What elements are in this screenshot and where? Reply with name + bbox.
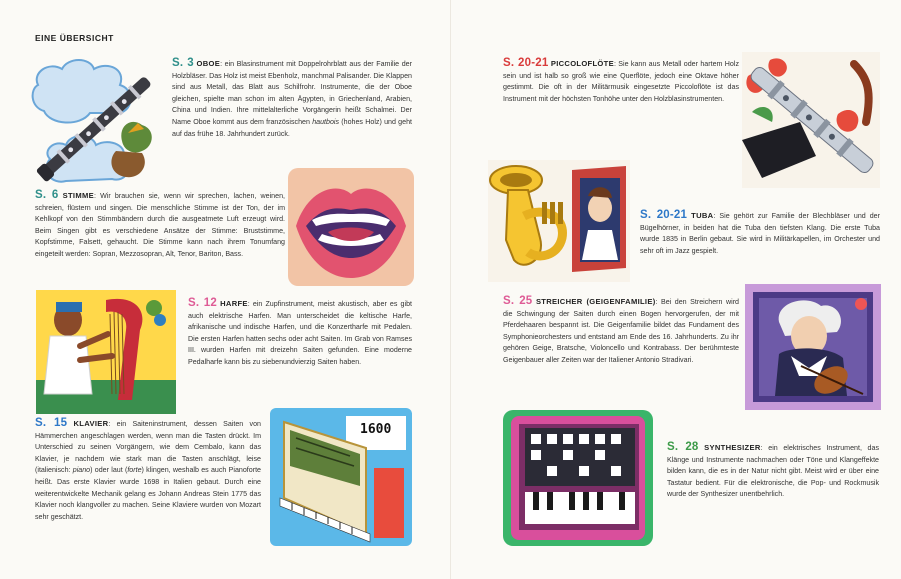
entry-harfe-text: : ein Zupfinstrument, meist akustisch, aber es gibt auch elektrische Harfen. Man unterscheidet die keltische Harfe, afrikanische und indische Harfen, und die Konzertharfe mit Pedalen. Die ersten Harfen hatten sechs oder acht Saiten. Im Grab von Ramses III. wurden Harfen mit dreizehn Saiten gefunden. Eine moderne Pedalharfe kann bis zu siebenundvierzig Saiten haben. [188, 300, 412, 366]
entry-klavier-name: KLAVIER [73, 419, 109, 428]
piano-year-label: 1600 [360, 422, 392, 437]
entry-stimme-name: STIMME [62, 191, 94, 200]
harp-illustration [36, 290, 176, 414]
entry-piccolo-page: S. 20-21 [503, 57, 549, 69]
entry-tuba-name: TUBA [691, 211, 714, 220]
entry-harfe [188, 298, 412, 369]
entry-synthesizer-name: SYNTHESIZER [704, 443, 761, 452]
entry-piccolo [503, 58, 739, 105]
page-heading: EINE ÜBERSICHT [35, 33, 114, 43]
entry-streicher [503, 296, 739, 367]
entry-oboe-text: : ein Blasinstrument mit Doppelrohrblatt aus der Familie der Holzbläser. Das Holz ist meist Ebenholz, manchmal Palisander. Die Klappen sind aus Metall, das Blatt aus Schilfrohr. Instrumente, die der Oboe gleichen, spielte man schon im alten Ägypten, in Griechenland, Arabien, China und Indien. Ihre mittelalterliche Vorgängerin heißt Schalmei. Der Name Oboe kommt aus dem französischen [172, 60, 412, 126]
entry-piccolo-name: PICCOLOFLÖTE [550, 59, 614, 68]
entry-klavier-term: piano [72, 466, 91, 475]
entry-oboe-name: OBOE [196, 59, 221, 68]
entry-stimme-text: : Wir brauchen sie, wenn wir sprechen, lachen, weinen, schreien, flüstern und singen. Die menschliche Stimme ist der Ton, der im Kehlkopf von den Stimmbändern durch die ausgeatmete Luft erzeugt wird. Beim Singen gibt es verschiedene Ansätze der Stimme: Bruststimme, Kopfstimme, Falsett, gehaucht. Die Stimme kann nach ihrem Tonumfang eingeteilt werden: Sopran, Mezzosopran, Alt, Tenor, Bariton, Bass. [35, 192, 285, 258]
page-gutter [450, 0, 451, 579]
entry-harfe-name: HARFE [220, 299, 248, 308]
entry-tuba [640, 210, 880, 257]
entry-oboe-term: hautbois [312, 117, 340, 126]
entry-stimme [35, 190, 285, 261]
entry-oboe-text2: (hohes Holz) und geht auf das frühe 18. Jahrhundert zurück. [172, 117, 412, 138]
entry-synthesizer-text: : ein elektrisches Instrument, das Klänge und Instrumente nachmachen oder Töne und Klangeffekte bilden kann, die es in der Natur nicht gibt. Meist wird er über eine Tastatur bedient. Für die elektronische, die Pop- und Rockmusik wurde der Synthesizer unentbehrlich. [667, 444, 879, 499]
piccolo-illustration [742, 52, 880, 188]
entry-klavier [35, 418, 261, 523]
synthesizer-illustration [503, 410, 653, 546]
entry-klavier-page: S. 15 [35, 417, 68, 429]
entry-stimme-page: S. 6 [35, 189, 59, 201]
entry-synthesizer [667, 442, 879, 501]
entry-streicher-text: : Bei den Streichern wird die Schwingung der Saiten durch einen Bogen hervorgerufen, der mit Pferdehaaren bespannt ist. Die Geigenfamilie bildet das Fundament des Symphonieorchesters und entstand am Ende des 16. Jahrhunderts. Zu ihr gehören Geige, Bratsche, Violoncello und Kontrabass. Der berühmteste Geigenbauer aller Zeiten war der Italiener Antonio Stradivari. [503, 298, 739, 364]
entry-piccolo-text: : Sie kann aus Metall oder hartem Holz sein und ist halb so groß wie eine Querflöte, jedoch eine Oktave höher gestimmt. Die oft in der Militärmusik eingesetzte Piccoloflöte ist das Instrument mit der höchsten Tonhöhe unter den Holzblasinstrumenten. [503, 60, 739, 103]
entry-klavier-term2: forte [127, 466, 142, 475]
entry-klavier-text: : ein Saiteninstrument, dessen Saiten von Hämmerchen angeschlagen werden, wenn man die Tasten drückt. Im Unterschied zu seinen Vorgängern, wie dem Cembalo, kann das Klavier, je nachdem wie stark man die Tasten anschlägt, leise (italienisch: [35, 420, 261, 475]
entry-oboe-page: S. 3 [172, 57, 194, 69]
entry-klavier-text3: ) klingen, weshalb es auch Pianoforte heißt. Das erste Klavier wurde 1698 in Italien gebaut. Durch eine weiterentwickelte Mechanik gelang es Johann Andreas Stein 1775 das Klavier noch klangvoller zu machen. Seine Klaviere wurden von Mozart sehr geschätzt. [35, 466, 261, 521]
oboe-illustration [30, 55, 162, 189]
tuba-illustration [488, 160, 630, 282]
entry-klavier-text2: ) oder laut ( [90, 466, 128, 475]
entry-streicher-name: STREICHER (GEIGENFAMILIE) [535, 297, 656, 306]
violin-illustration [745, 284, 881, 410]
entry-harfe-page: S. 12 [188, 297, 218, 309]
entry-synthesizer-page: S. 28 [667, 441, 699, 453]
entry-streicher-page: S. 25 [503, 295, 533, 307]
entry-tuba-text: : Sie gehört zur Familie der Blechbläser und der Bügelhörner, in beiden hat die Tuba den tiefsten Klang. Die erste Tuba wurde 1835 in Berlin gebaut. Sie wird in Militärkapellen, im Orchester und sehr oft im Jazz gespielt. [640, 212, 880, 255]
piano-illustration [270, 408, 412, 546]
mouth-illustration [288, 168, 414, 286]
entry-oboe [172, 58, 412, 140]
entry-tuba-page: S. 20-21 [640, 209, 688, 221]
